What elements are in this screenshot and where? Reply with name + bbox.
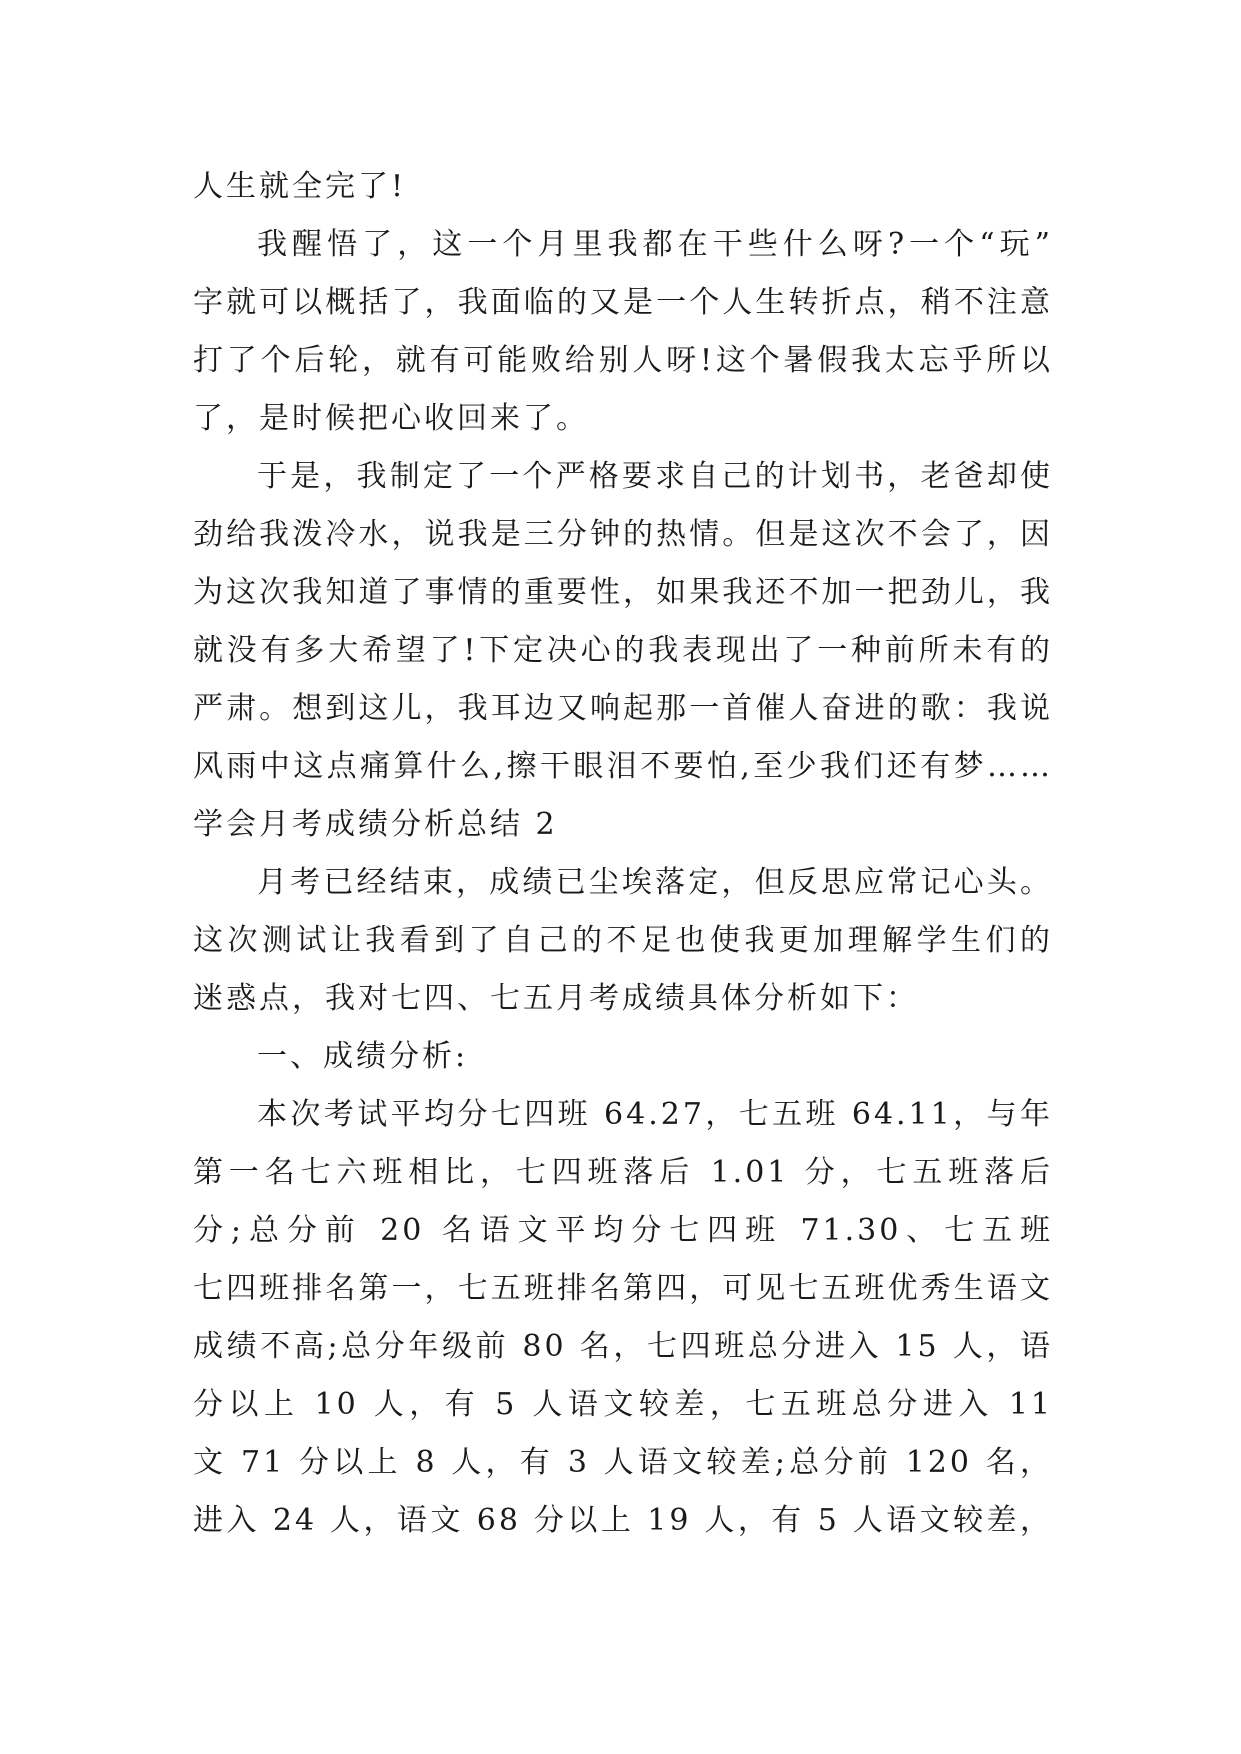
text-line: 字就可以概括了，我面临的又是一个人生转折点，稍不注意: [193, 285, 1053, 320]
text-line: 于是，我制定了一个严格要求自己的计划书，老爸却使: [257, 459, 1053, 494]
text-line: 劲给我泼冷水，说我是三分钟的热情。但是这次不会了，因: [193, 517, 1053, 552]
text-line: 成绩不高;总分年级前 80 名，七四班总分进入 15 人，语: [193, 1329, 1053, 1364]
text-line: 人生就全完了!: [193, 169, 407, 204]
text-line: 进入 24 人，语文 68 分以上 19 人，有 5 人语文较差，: [193, 1503, 1053, 1538]
text-line: 严肃。想到这儿，我耳边又响起那一首催人奋进的歌：我说: [193, 691, 1053, 726]
text-line: 了，是时候把心收回来了。: [193, 401, 589, 436]
text-line: 本次考试平均分七四班 64.27，七五班 64.11，与年: [257, 1097, 1053, 1132]
text-line: 一、成绩分析:: [257, 1039, 469, 1074]
text-line: 文 71 分以上 8 人，有 3 人语文较差;总分前 120 名，: [193, 1445, 1053, 1480]
text-line: 为这次我知道了事情的重要性，如果我还不加一把劲儿，我: [193, 575, 1053, 610]
text-line: 我醒悟了，这一个月里我都在干些什么呀?一个“玩”: [257, 227, 1053, 262]
text-line: 迷惑点，我对七四、七五月考成绩具体分析如下：: [193, 981, 919, 1016]
text-line: 分以上 10 人，有 5 人语文较差，七五班总分进入 11: [193, 1387, 1053, 1422]
text-line: 就没有多大希望了!下定决心的我表现出了一种前所未有的: [193, 633, 1053, 668]
text-line: 七四班排名第一，七五班排名第四，可见七五班优秀生语文: [193, 1271, 1053, 1306]
text-line: 第一名七六班相比，七四班落后 1.01 分，七五班落后: [193, 1155, 1053, 1190]
text-line: 风雨中这点痛算什么,擦干眼泪不要怕,至少我们还有梦……: [193, 749, 1053, 784]
text-line: 打了个后轮，就有可能败给别人呀!这个暑假我太忘乎所以: [193, 343, 1053, 378]
text-line: 学会月考成绩分析总结 2: [193, 807, 558, 842]
text-line: 这次测试让我看到了自己的不足也使我更加理解学生们的: [193, 923, 1053, 958]
document-body: [193, 158, 1053, 1550]
text-line: 分;总分前 20 名语文平均分七四班 71.30、七五班: [193, 1213, 1053, 1248]
text-line: 月考已经结束，成绩已尘埃落定，但反思应常记心头。: [257, 865, 1053, 900]
